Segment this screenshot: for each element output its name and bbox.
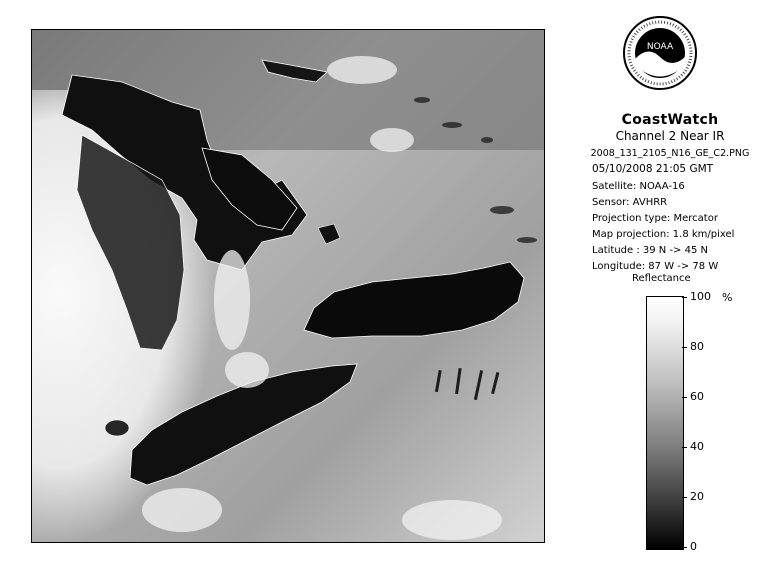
image-filename: 2008_131_2105_N16_GE_C2.PNG (590, 148, 750, 159)
reflectance-colorbar (646, 296, 684, 550)
colorbar-tick: 0 (690, 540, 697, 553)
colorbar-tick: 100 (690, 290, 711, 303)
acquisition-datetime: 05/10/2008 21:05 GMT (592, 163, 714, 175)
colorbar-unit: % (722, 291, 733, 304)
lake-st-clair (105, 420, 129, 436)
colorbar-label: Reflectance (632, 273, 691, 284)
projection-type-info: Projection type: Mercator (592, 213, 718, 224)
longitude-info: Longitude: 87 W -> 78 W (592, 261, 719, 272)
colorbar-tick: 60 (690, 390, 704, 403)
logo-center-text: NOAA (646, 42, 674, 52)
colorbar-tick: 40 (690, 440, 704, 453)
sensor-info: Sensor: AVHRR (592, 197, 668, 208)
page-title: CoastWatch (621, 112, 719, 128)
noaa-logo (620, 13, 700, 109)
channel-subtitle: Channel 2 Near IR (615, 129, 725, 143)
map-projection-info: Map projection: 1.8 km/pixel (592, 229, 735, 240)
latitude-info: Latitude : 39 N -> 45 N (592, 245, 708, 256)
colorbar-tick: 20 (690, 490, 704, 503)
colorbar-tick: 80 (690, 340, 704, 353)
satellite-info: Satellite: NOAA-16 (592, 181, 685, 192)
satellite-image (31, 29, 545, 543)
